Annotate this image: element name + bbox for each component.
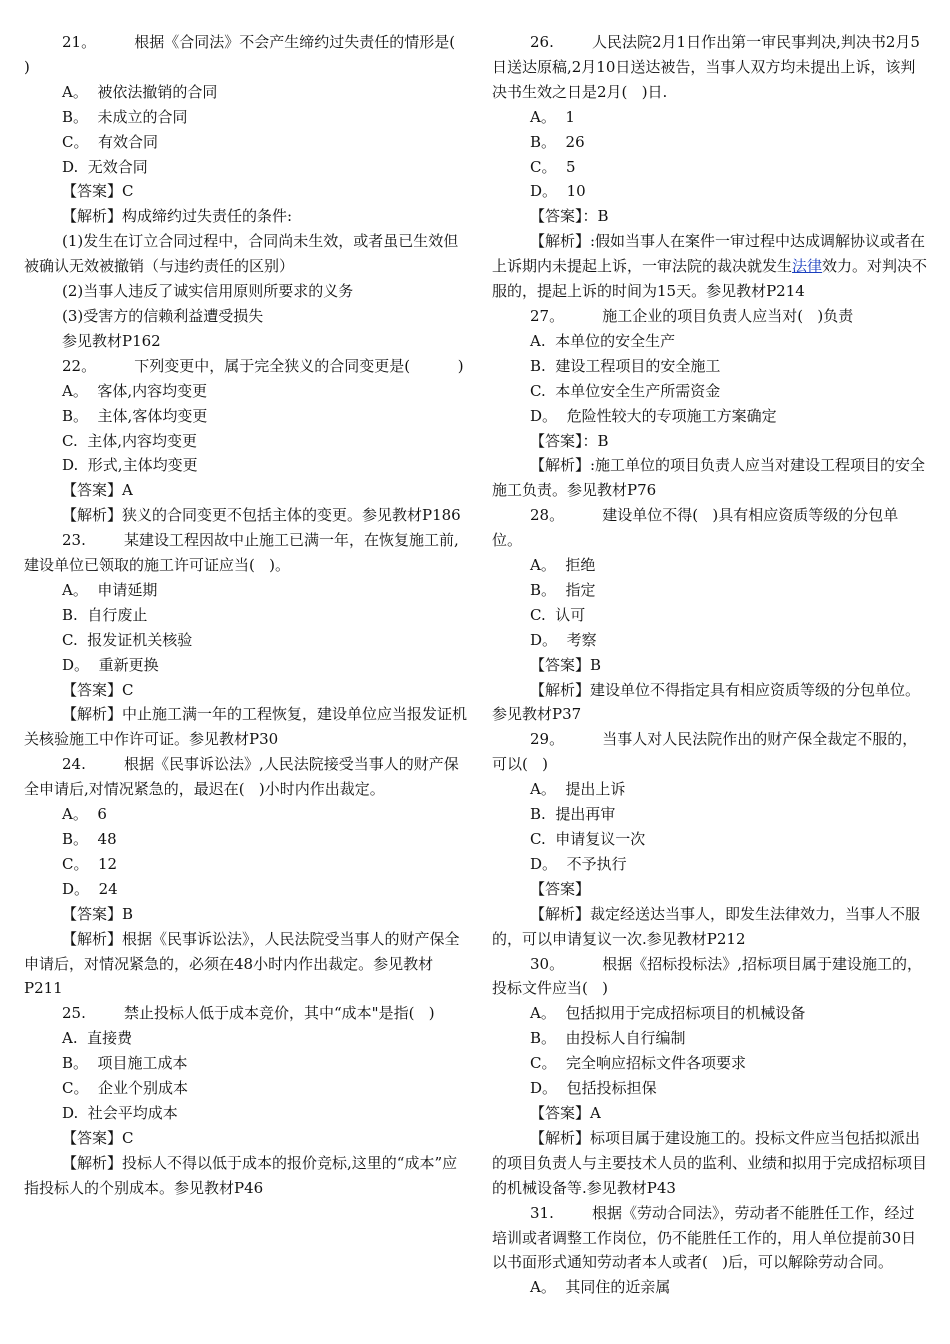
question-text: 27。 施工企业的项目负责人应当对( )负责 [530,306,854,325]
explanation-line: 参见教材P162 [62,331,161,350]
option-a: A. 直接费 [62,1029,133,1048]
option-c: C. 主体,内容均变更 [62,431,198,450]
question-27 [492,304,928,503]
option-b: B。 项目施工成本 [62,1054,188,1073]
option-b: B。 未成立的合同 [62,107,188,126]
option-c: C. 申请复议一次 [530,830,646,848]
explanation-line: 【解析】中止施工满一年的工程恢复，建设单位应当报发证机关核验施工中作许可证。参见教材P30 [24,705,468,749]
explanation-line: 【解析】构成缔约过失责任的条件: [62,207,293,226]
answer: 【答案】C [62,182,134,201]
option-d: D. 社会平均成本 [62,1103,178,1122]
option-c: C。 完全响应招标文件各项要求 [530,1054,747,1073]
question-22 [24,354,470,528]
option-d: D。 考察 [530,630,597,649]
question-text: 24. 根据《民事诉讼法》,人民法院接受当事人的财产保全申请后,对情况紧急的，最迟在( )小时内作出裁定。 [24,755,459,799]
question-text: 28。 建设单位不得( )具有相应资质等级的分包单位。 [492,506,899,550]
answer: 【答案】 [530,879,591,898]
option-a: A。 1 [530,107,575,126]
option-a: A。 拒绝 [530,556,596,575]
option-d: D. 无效合同 [62,157,148,176]
option-a: A。 被依法撤销的合同 [62,82,218,101]
option-b: B。 48 [62,830,117,848]
explanation-line: (1)发生在订立合同过程中，合同尚未生效，或者虽已生效但被确认无效被撤销（与违约责任的区别） [24,232,459,276]
option-b: B。 主体,客体均变更 [62,406,208,425]
question-text: 22。 下列变更中，属于完全狭义的合同变更是( ) [62,356,464,375]
option-a: A。 其同住的近亲属 [530,1278,671,1297]
answer: 【答案】A [62,481,133,500]
question-25 [24,1001,470,1200]
option-a: A。 提出上诉 [530,780,626,799]
explanation-line: 【解析】根据《民事诉讼法》，人民法院受当事人的财产保全申请后，对情况紧急的，必须在48小时内作出裁定。参见教材P211 [24,929,460,998]
option-c: C. 认可 [530,605,586,624]
question-text: 26. 人民法院2月1日作出第一审民事判决,判决书2月5日送达原稿,2月10日送达被告，当事人双方均未提出上诉，该判决书生效之日是2月( )日. [492,33,920,101]
option-c: C。 有效合同 [62,132,159,151]
answer: 【答案】：B [530,431,609,450]
option-a: A。 申请延期 [62,580,158,599]
explanation-line: (2)当事人违反了诚实信用原则所要求的义务 [62,282,354,301]
option-b: B。 26 [530,132,585,151]
answer: 【答案】C [62,1128,134,1147]
explanation-line [492,229,928,304]
question-23 [24,528,470,752]
question-29 [492,727,928,951]
question-text: 30。 根据《招标投标法》,招标项目属于建设施工的，投标文件应当( ) [492,954,923,998]
law-link[interactable]: 法律 [792,257,823,276]
option-d: D。 不予执行 [530,854,627,873]
option-b: B。 由投标人自行编制 [530,1029,686,1048]
question-31 [492,1201,928,1301]
answer: 【答案】C [62,680,134,699]
right-column [492,30,928,1300]
option-a: A。 6 [62,805,107,824]
question-30 [492,952,928,1201]
question-21 [24,30,470,354]
explanation-line: 【解析】裁定经送达当事人，即发生法律效力，当事人不服的，可以申请复议一次.参见教材P212 [492,904,921,948]
explanation-line: 【解析】建设单位不得指定具有相应资质等级的分包单位。参见教材P37 [492,680,921,724]
question-24 [24,752,470,1001]
explanation-line: 【解析】狭义的合同变更不包括主体的变更。参见教材P186 [62,506,461,525]
answer: 【答案】B [62,904,134,923]
explanation-text: 效力。对判决不服的，提起上诉的时间为15天。参见教材P214 [492,257,928,301]
answer: 【答案】B [530,655,602,674]
option-d: D。 包括投标担保 [530,1079,657,1098]
explanation-line: 【解析】:施工单位的项目负责人应当对建设工程项目的安全施工负责。参见教材P76 [492,456,926,500]
answer: 【答案】A [530,1103,601,1122]
option-d: D。 10 [530,182,586,201]
explanation-line: 【解析】投标人不得以低于成本的报价竞标,这里的“成本”应指投标人的个别成本。参见教材P46 [24,1153,458,1197]
option-d: D. 形式,主体均变更 [62,456,198,475]
explanation-line: (3)受害方的信赖利益遭受损失 [62,306,264,325]
option-c: C. 报发证机关核验 [62,630,193,649]
question-text: 29。 当事人对人民法院作出的财产保全裁定不服的，可以( ) [492,730,918,774]
option-b: B. 建设工程项目的安全施工 [530,356,721,375]
option-d: D。 24 [62,879,118,898]
option-c: C。 5 [530,157,576,176]
option-c: C。 12 [62,854,118,873]
option-d: D。 重新更换 [62,655,159,674]
option-a: A. 本单位的安全生产 [530,331,676,350]
question-26 [492,30,928,304]
option-a: A。 客体,内容均变更 [62,381,208,400]
question-text: 31. 根据《劳动合同法》，劳动者不能胜任工作，经过培训或者调整工作岗位，仍不能胜任工作的，用人单位提前30日以书面形式通知劳动者本人或者( )后，可以解除劳动合同。 [492,1203,917,1272]
question-text: 21。 根据《合同法》不会产生缔约过失责任的情形是( ) [24,33,470,76]
option-b: B. 提出再审 [530,805,616,824]
explanation-text: 【解析】:假如当事人在案件一审过程中达成调解协议或者在上诉期内未提起上诉，一审法院的裁决就发生 [492,232,926,276]
option-a: A。 包括拟用于完成招标项目的机械设备 [530,1004,806,1023]
question-28 [492,503,928,727]
question-text: 23. 某建设工程因故中止施工已满一年，在恢复施工前,建设单位已领取的施工许可证应当( )。 [24,531,459,575]
option-c: C. 本单位安全生产所需资金 [530,381,721,400]
option-b: B. 自行废止 [62,605,148,624]
explanation-line: 【解析】标项目属于建设施工的。投标文件应当包括拟派出的项目负责人与主要技术人员的监利、业绩和拟用于完成招标项目的机械设备等.参见教材P43 [492,1128,928,1197]
answer: 【答案】：B [530,207,609,226]
question-text: 25. 禁止投标人低于成本竞价，其中“成本"是指( ) [62,1004,435,1023]
left-column [24,30,470,1201]
option-b: B。 指定 [530,580,596,599]
option-d: D。 危险性较大的专项施工方案确定 [530,406,777,425]
option-c: C。 企业个别成本 [62,1079,189,1098]
